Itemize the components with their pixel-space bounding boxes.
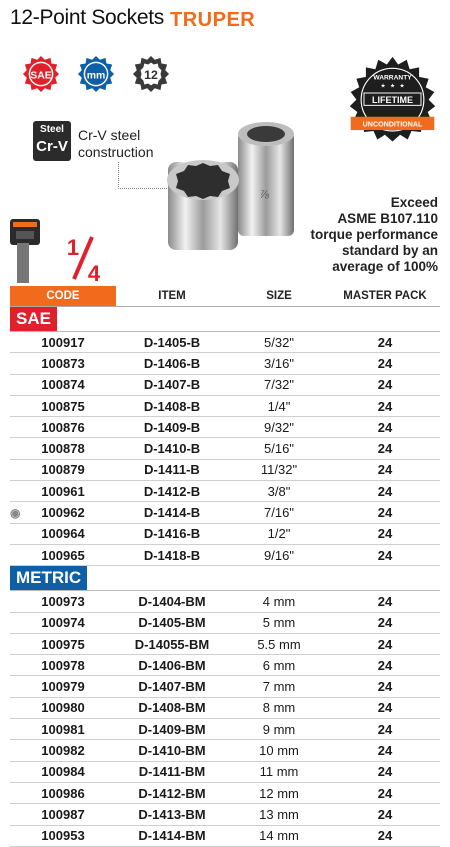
steel-chip	[33, 121, 71, 161]
metric-rows	[10, 591, 440, 847]
svg-text:★: ★	[380, 83, 386, 90]
header-master-pack: MASTER PACK	[343, 290, 427, 302]
cell-item: D-1411-B	[144, 462, 200, 478]
cell-size: 3/8"	[267, 483, 291, 499]
cell-pack: 24	[377, 593, 393, 609]
cell-code: 100984	[41, 764, 85, 780]
cell-pack: 24	[377, 547, 393, 563]
sae-badge	[22, 55, 60, 93]
cell-item: D-1406-BM	[138, 657, 206, 673]
cell-pack: 24	[377, 742, 393, 758]
claim-line-5: average of 100%	[332, 259, 438, 274]
table-row	[10, 762, 440, 783]
drive-fraction	[62, 233, 104, 283]
table-row	[10, 634, 440, 655]
cell-code: 100874	[41, 377, 85, 393]
warranty-seal-icon	[345, 55, 440, 150]
table-row	[10, 804, 440, 825]
cell-item: D-1411-BM	[138, 764, 206, 780]
cell-size: 12 mm	[259, 785, 299, 801]
cell-item: D-1406-B	[143, 355, 201, 371]
svg-text:⅞: ⅞	[260, 189, 270, 201]
cell-size: 11/32"	[260, 462, 298, 478]
table-row	[10, 740, 440, 761]
cell-pack: 24	[377, 419, 393, 435]
cell-code: 100975	[41, 636, 85, 652]
cell-pack: 24	[377, 657, 393, 673]
claim-line-1: Exceed	[390, 195, 438, 210]
cell-code: 100979	[41, 679, 85, 695]
cell-size: 4 mm	[262, 593, 296, 609]
page-title: 12-Point Sockets	[10, 6, 164, 29]
sae-section-header	[10, 307, 440, 332]
cell-item: D-1412-B	[143, 483, 201, 499]
cell-item: D-1407-BM	[138, 679, 206, 695]
wrench-icon	[8, 217, 44, 287]
cell-size: 3/16"	[264, 355, 294, 371]
cell-code: 100878	[41, 441, 85, 457]
twelve-badge-label: 12	[144, 67, 158, 82]
cell-code: 100974	[41, 615, 85, 631]
cell-size: 5/32"	[264, 334, 294, 350]
cell-code: 100982	[41, 742, 85, 758]
table-row	[10, 353, 440, 374]
cell-pack: 24	[377, 483, 393, 499]
steel-description	[78, 127, 153, 161]
cell-pack: 24	[377, 764, 393, 780]
cell-code: 100980	[41, 700, 85, 716]
cell-item: D-1414-B	[143, 505, 201, 521]
cell-pack: 24	[377, 615, 393, 631]
cell-size: 9/16"	[264, 547, 294, 563]
eye-icon[interactable]: ◉	[10, 505, 21, 520]
header-item: ITEM	[158, 290, 186, 302]
cell-pack: 24	[377, 505, 393, 521]
cell-size: 1/2"	[267, 526, 291, 542]
warranty-top-text: WARRANTY	[373, 74, 412, 82]
cell-item: D-1409-BM	[138, 721, 206, 737]
cell-size: 1/4"	[267, 398, 291, 414]
table-row	[10, 417, 440, 438]
mm-badge	[77, 55, 115, 93]
cell-size: 5/16"	[264, 441, 294, 457]
warranty-middle-text: LIFETIME	[371, 94, 414, 105]
cell-pack: 24	[377, 828, 393, 844]
brand-logo: TRUPER	[170, 9, 256, 31]
sae-rows	[10, 332, 440, 566]
table-row	[10, 460, 440, 481]
table-row	[10, 545, 440, 566]
table-row	[10, 396, 440, 417]
cell-size: 5.5 mm	[257, 636, 301, 652]
table-row	[10, 332, 440, 353]
cell-code: 100953	[41, 828, 85, 844]
cell-item: D-1405-BM	[138, 615, 206, 631]
cell-code: 100987	[41, 806, 85, 822]
cell-item: D-1416-B	[143, 526, 201, 542]
header-size: SIZE	[266, 290, 292, 302]
warranty-bottom-text: UNCONDITIONAL	[362, 120, 423, 129]
cell-pack: 24	[377, 806, 393, 822]
table-row	[10, 826, 440, 847]
cell-pack: 24	[377, 721, 393, 737]
cell-item: D-1408-BM	[138, 700, 206, 716]
cell-item: D-1408-B	[143, 398, 201, 414]
claim-line-3: torque performance	[310, 227, 438, 242]
cell-size: 14 mm	[259, 828, 299, 844]
twelve-point-badge	[132, 55, 170, 93]
fraction-numerator: 1	[66, 235, 80, 260]
metric-label: METRIC	[10, 566, 87, 590]
cell-size: 6 mm	[262, 657, 296, 673]
cell-item: D-1405-B	[143, 334, 201, 350]
cell-pack: 24	[377, 377, 393, 393]
table-header	[10, 286, 440, 307]
table-row	[10, 524, 440, 545]
claim-line-2: ASME B107.110	[337, 211, 438, 226]
cell-item: D-1414-BM	[138, 828, 206, 844]
mm-badge-label: mm	[86, 70, 106, 82]
cell-code: 100978	[41, 657, 85, 673]
cell-code: 100961	[41, 483, 85, 499]
cell-pack: 24	[377, 526, 393, 542]
table-row	[10, 375, 440, 396]
cell-size: 13 mm	[259, 806, 299, 822]
table-row	[10, 438, 440, 459]
cell-pack: 24	[377, 700, 393, 716]
sae-label: SAE	[10, 307, 57, 331]
cell-size: 11 mm	[259, 764, 299, 780]
steel-desc-line-2: construction	[78, 144, 154, 160]
header-code: CODE	[10, 286, 116, 306]
cell-item: D-1413-BM	[138, 806, 206, 822]
svg-text:★: ★	[389, 83, 396, 90]
cell-item: D-1409-B	[143, 419, 201, 435]
cell-pack: 24	[377, 355, 393, 371]
cell-item: D-1410-BM	[138, 742, 206, 758]
table-row	[10, 676, 440, 697]
cell-size: 8 mm	[262, 700, 296, 716]
table-row	[10, 591, 440, 612]
cell-pack: 24	[377, 398, 393, 414]
cell-item: D-1412-BM	[138, 785, 206, 801]
cell-code: 100973	[41, 593, 85, 609]
cell-item: D-14055-BM	[134, 636, 210, 652]
fraction-denominator: 4	[87, 261, 101, 283]
table-row	[10, 613, 440, 634]
socket-image	[160, 110, 305, 255]
svg-text:★: ★	[399, 83, 405, 90]
cell-item: D-1418-B	[143, 547, 201, 563]
cell-pack: 24	[377, 334, 393, 350]
cell-code: 100986	[41, 785, 85, 801]
cell-code: 100917	[41, 334, 85, 350]
table-row	[10, 481, 440, 502]
steel-chip-bottom: Cr-V	[36, 138, 68, 155]
metric-section-header	[10, 566, 440, 591]
cell-size: 10 mm	[259, 742, 299, 758]
cell-size: 7/16"	[264, 505, 294, 521]
cell-code: 100965	[41, 547, 85, 563]
table-row	[10, 783, 440, 804]
cell-code: 100876	[41, 419, 85, 435]
cell-size: 7/32"	[264, 377, 294, 393]
cell-pack: 24	[377, 679, 393, 695]
cell-pack: 24	[377, 785, 393, 801]
cell-pack: 24	[377, 462, 393, 478]
cell-code: 100879	[41, 462, 85, 478]
cell-code: 100964	[41, 526, 85, 542]
product-table	[10, 286, 440, 847]
sae-badge-label: SAE	[30, 70, 52, 82]
cell-code: 100981	[41, 721, 85, 737]
cell-code: 100873	[41, 355, 85, 371]
claim-line-4: standard by an	[341, 243, 438, 258]
cell-size: 5 mm	[262, 615, 296, 631]
performance-claim	[310, 195, 438, 275]
cell-pack: 24	[377, 636, 393, 652]
table-row	[10, 502, 440, 523]
cell-item: D-1404-BM	[138, 593, 206, 609]
table-row	[10, 719, 440, 740]
cell-size: 9 mm	[262, 721, 296, 737]
cell-pack: 24	[377, 441, 393, 457]
cell-item: D-1407-B	[143, 377, 201, 393]
steel-chip-top: Steel	[40, 124, 64, 135]
cell-size: 9/32"	[264, 419, 294, 435]
table-row	[10, 698, 440, 719]
steel-desc-line-1: Cr-V steel	[78, 127, 141, 143]
table-row	[10, 655, 440, 676]
cell-size: 7 mm	[262, 679, 296, 695]
cell-code: 100962	[41, 505, 85, 521]
cell-item: D-1410-B	[143, 441, 201, 457]
cell-code: 100875	[41, 398, 85, 414]
